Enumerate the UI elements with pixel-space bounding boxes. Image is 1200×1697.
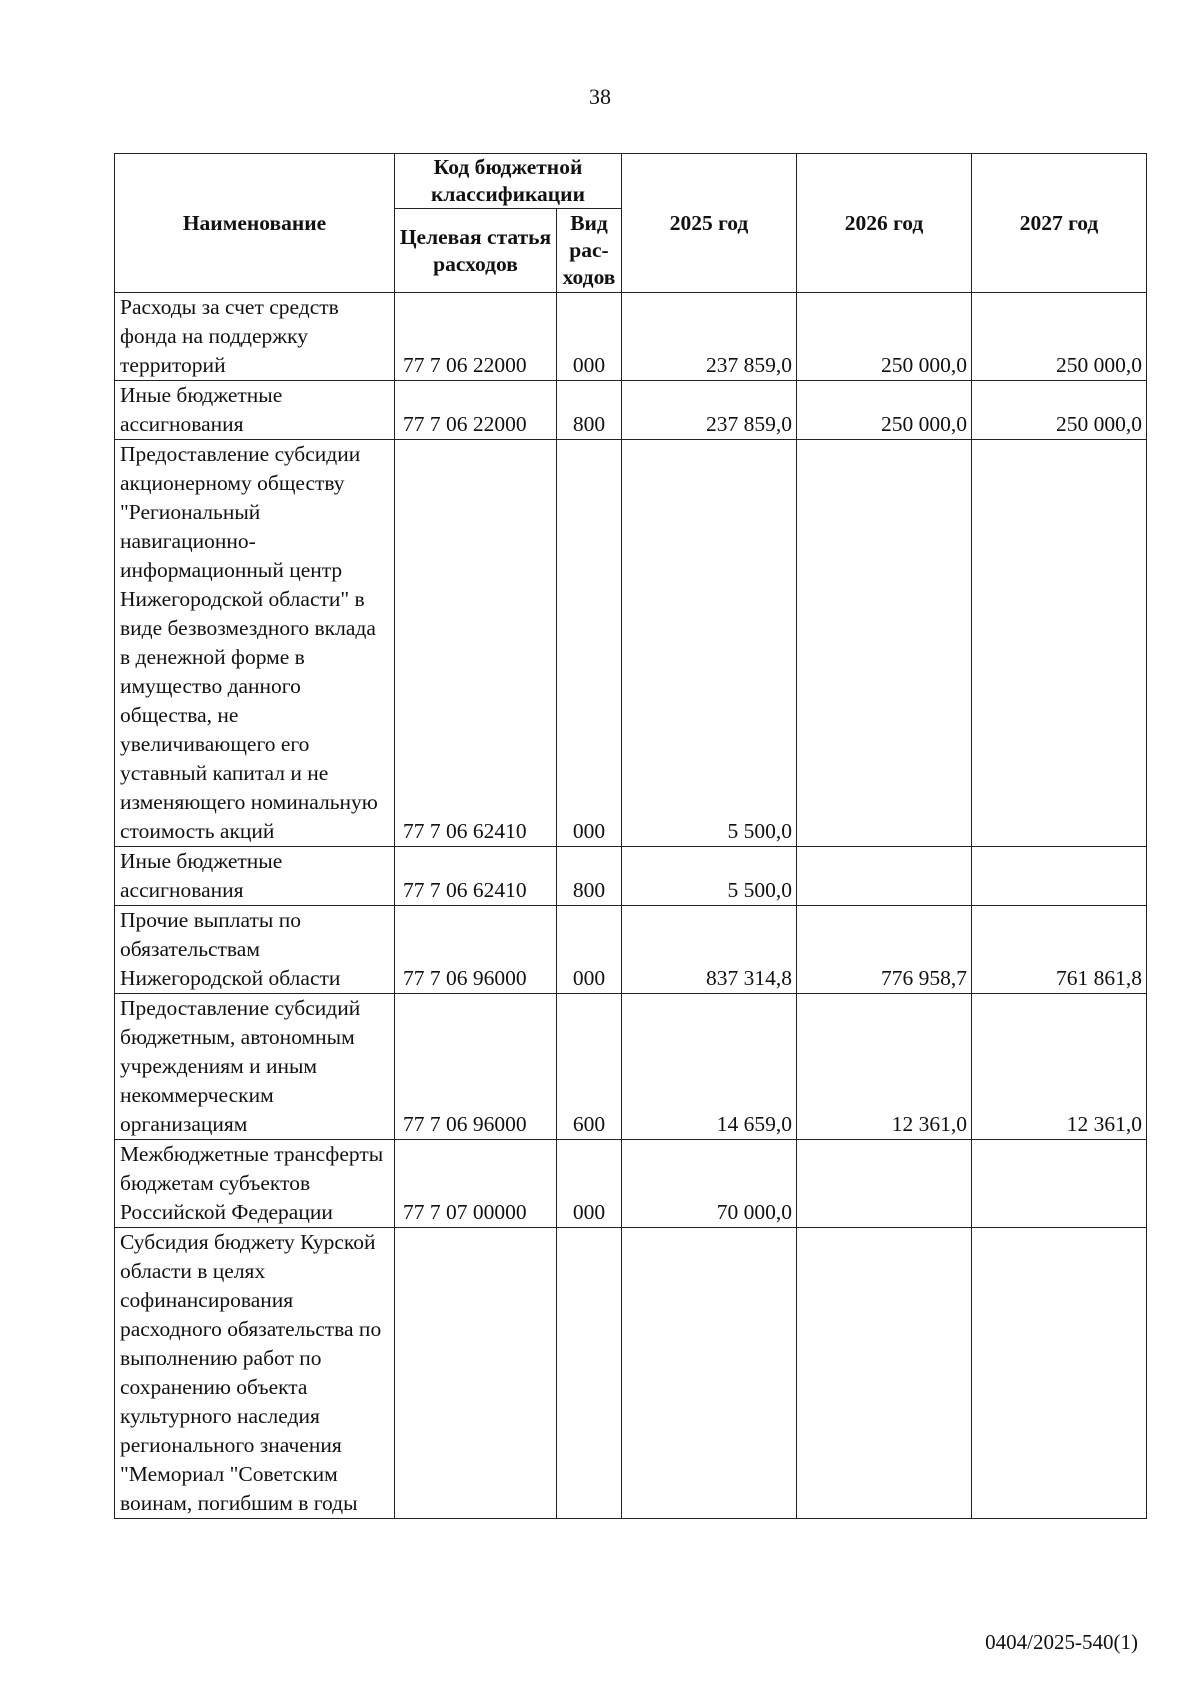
budget-table xyxy=(114,153,1147,1519)
header-classification: Код бюджетной классификации xyxy=(395,154,622,209)
header-2027: 2027 год xyxy=(972,154,1147,293)
row-name: Прочие выплаты по обязательствам Нижегородской области xyxy=(115,906,395,994)
row-expense-type: 600 xyxy=(557,994,622,1140)
row-expense-type xyxy=(557,1228,622,1519)
row-2025-value: 5 500,0 xyxy=(622,440,797,847)
row-expense-type: 800 xyxy=(557,847,622,906)
row-2027-value xyxy=(972,847,1147,906)
row-2025-value: 237 859,0 xyxy=(622,381,797,440)
row-2027-value: 250 000,0 xyxy=(972,381,1147,440)
header-row-1 xyxy=(115,154,1147,209)
row-2025-value: 14 659,0 xyxy=(622,994,797,1140)
row-2027-value xyxy=(972,440,1147,847)
row-2025-value: 837 314,8 xyxy=(622,906,797,994)
table-row xyxy=(115,440,1147,847)
row-expense-type: 000 xyxy=(557,906,622,994)
row-expense-type: 000 xyxy=(557,440,622,847)
row-target-article: 77 7 06 22000 xyxy=(395,293,557,381)
table-row xyxy=(115,1140,1147,1228)
table-row xyxy=(115,1228,1147,1519)
row-2026-value xyxy=(797,1140,972,1228)
header-2025: 2025 год xyxy=(622,154,797,293)
row-target-article: 77 7 06 62410 xyxy=(395,440,557,847)
row-2026-value: 776 958,7 xyxy=(797,906,972,994)
table-row xyxy=(115,847,1147,906)
row-2026-value xyxy=(797,847,972,906)
header-2026: 2026 год xyxy=(797,154,972,293)
row-2025-value: 237 859,0 xyxy=(622,293,797,381)
header-target-article: Целевая статья расходов xyxy=(395,209,557,293)
row-target-article: 77 7 06 96000 xyxy=(395,994,557,1140)
row-expense-type: 800 xyxy=(557,381,622,440)
header-name: Наименование xyxy=(115,154,395,293)
row-name: Субсидия бюджету Курской области в целях софинансирования расходного обязательства по выполнению работ по сохранению объекта культурного наследия регионального значения "Мемориал "Советским воинам, погибшим в годы xyxy=(115,1228,395,1519)
row-target-article: 77 7 06 96000 xyxy=(395,906,557,994)
row-2027-value xyxy=(972,1228,1147,1519)
row-name: Межбюджетные трансферты бюджетам субъектов Российской Федерации xyxy=(115,1140,395,1228)
row-name: Предоставление субсидий бюджетным, автономным учреждениям и иным некоммерческим организациям xyxy=(115,994,395,1140)
row-name: Предоставление субсидии акционерному обществу "Региональный навигационно-информационный центр Нижегородской области" в виде безвозмездного вклада в денежной форме в имущество данного общества, не увеличивающего его уставный капитал и не изменяющего номинальную стоимость акций xyxy=(115,440,395,847)
row-2027-value: 250 000,0 xyxy=(972,293,1147,381)
row-target-article: 77 7 06 22000 xyxy=(395,381,557,440)
row-target-article: 77 7 06 62410 xyxy=(395,847,557,906)
row-2026-value: 250 000,0 xyxy=(797,381,972,440)
row-2026-value: 250 000,0 xyxy=(797,293,972,381)
row-2025-value xyxy=(622,1228,797,1519)
row-name: Иные бюджетные ассигнования xyxy=(115,381,395,440)
header-expense-type: Вид рас-ходов xyxy=(557,209,622,293)
table-row xyxy=(115,994,1147,1140)
row-name: Расходы за счет средств фонда на поддержку территорий xyxy=(115,293,395,381)
table-row xyxy=(115,293,1147,381)
row-name: Иные бюджетные ассигнования xyxy=(115,847,395,906)
row-target-article xyxy=(395,1228,557,1519)
row-2027-value xyxy=(972,1140,1147,1228)
row-2026-value: 12 361,0 xyxy=(797,994,972,1140)
row-2025-value: 70 000,0 xyxy=(622,1140,797,1228)
row-2027-value: 761 861,8 xyxy=(972,906,1147,994)
row-expense-type: 000 xyxy=(557,293,622,381)
row-2026-value xyxy=(797,440,972,847)
row-2025-value: 5 500,0 xyxy=(622,847,797,906)
page-number: 38 xyxy=(589,84,611,109)
row-expense-type: 000 xyxy=(557,1140,622,1228)
table-row xyxy=(115,906,1147,994)
document-code: 0404/2025-540(1) xyxy=(985,1630,1138,1654)
row-target-article: 77 7 07 00000 xyxy=(395,1140,557,1228)
table-row xyxy=(115,381,1147,440)
row-2027-value: 12 361,0 xyxy=(972,994,1147,1140)
row-2026-value xyxy=(797,1228,972,1519)
